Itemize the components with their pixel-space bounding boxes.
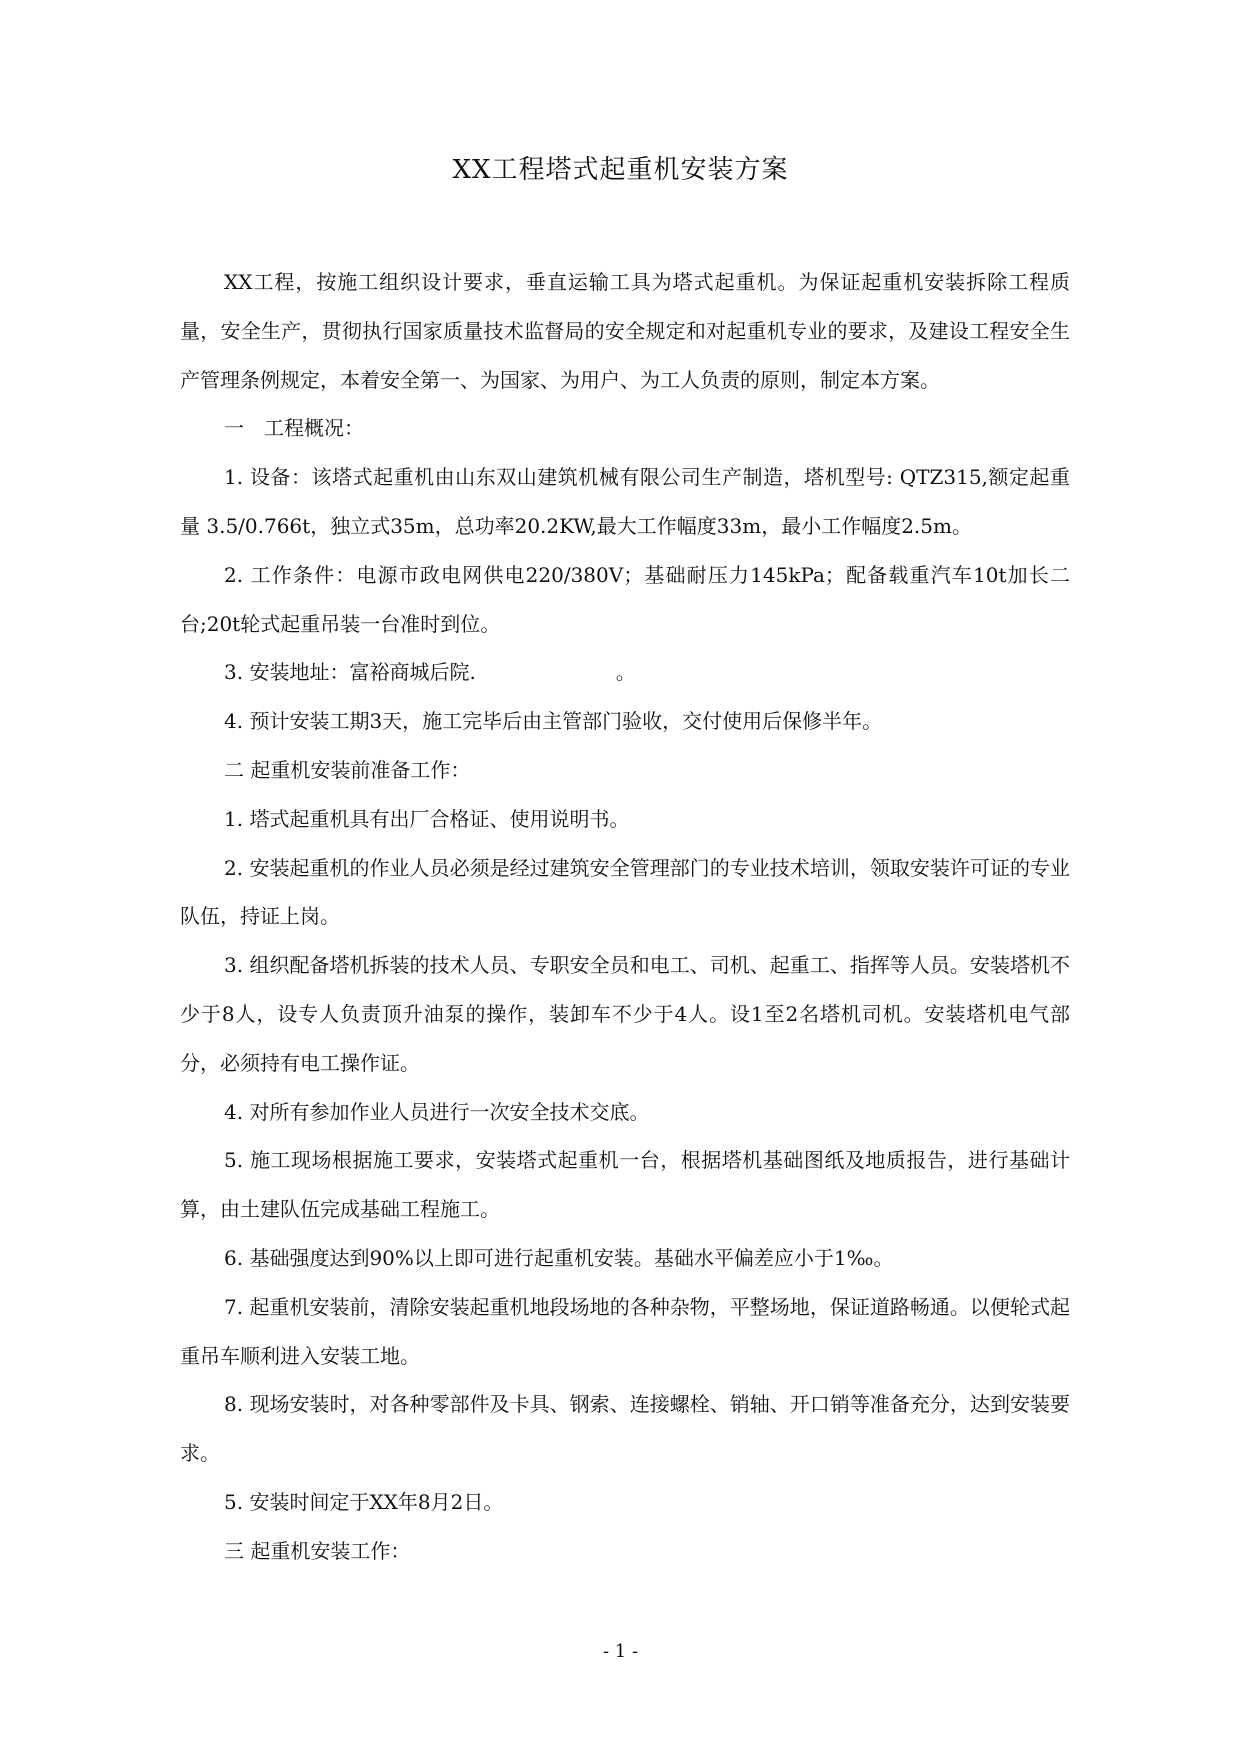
overview-item-conditions: 2. 工作条件：电源市政电网供电220/380V；基础耐压力145kPa；配备载重汽车10t加长二台;20t轮式起重吊装一台准时到位。 — [180, 562, 1070, 636]
page-number: - 1 - — [602, 1641, 639, 1662]
overview-item-equipment: 1. 设备：该塔式起重机由山东双山建筑机械有限公司生产制造，塔机型号: QTZ315,额定起重量 3.5/0.766t，独立式35m，总功率20.2KW,最大工作幅度33m，最小工作幅度2.5m。 — [180, 465, 1070, 538]
section-heading-installation: 三 起重机安装工作： — [224, 1538, 411, 1563]
overview-item-schedule: 4. 预计安装工期3天，施工完毕后由主管部门验收，交付使用后保修半年。 — [224, 709, 883, 734]
prep-item-foundation: 5. 施工现场根据施工要求，安装塔式起重机一台，根据塔机基础图纸及地质报告，进行基础计算，由土建队伍完成基础工程施工。 — [180, 1148, 1070, 1222]
prep-item-site-clearing: 7. 起重机安装前，清除安装起重机地段场地的各种杂物，平整场地，保证道路畅通。以便轮式起重吊车顺利进入安装工地。 — [180, 1294, 1070, 1368]
prep-item-safety-briefing: 4. 对所有参加作业人员进行一次安全技术交底。 — [224, 1099, 650, 1124]
prep-item-parts: 8. 现场安装时，对各种零部件及卡具、钢索、连接螺栓、销轴、开口销等准备充分，达到安装要求。 — [180, 1392, 1070, 1466]
document-body — [180, 258, 1070, 1576]
prep-item-staffing: 3. 组织配备塔机拆装的技术人员、专职安全员和电工、司机、起重工、指挥等人员。安装塔机不少于8人，设专人负责顶升油泵的操作，装卸车不少于4人。设1至2名塔机司机。安装塔机电气部分，必须持有电工操作证。 — [180, 953, 1070, 1075]
prep-item-foundation-strength: 6. 基础强度达到90%以上即可进行起重机安装。基础水平偏差应小于1‰。 — [224, 1245, 894, 1270]
prep-item-personnel-training: 2. 安装起重机的作业人员必须是经过建筑安全管理部门的专业技术培训，领取安装许可证的专业队伍，持证上岗。 — [180, 855, 1070, 929]
section-heading-overview: 一 工程概况： — [224, 416, 364, 441]
document-title: XX工程塔式起重机安装方案 — [452, 155, 789, 185]
section-heading-preparation: 二 起重机安装前准备工作： — [224, 757, 471, 782]
intro-paragraph: XX工程，按施工组织设计要求，垂直运输工具为塔式起重机。为保证起重机安装拆除工程质量，安全生产，贯彻执行国家质量技术监督局的安全规定和对起重机专业的要求，及建设工程安全生产管理条例规定，本着安全第一、为国家、为用户、为工人负责的原则，制定本方案。 — [180, 270, 1070, 392]
prep-item-certificate: 1. 塔式起重机具有出厂合格证、使用说明书。 — [224, 806, 630, 831]
prep-item-install-date: 5. 安装时间定于XX年8月2日。 — [224, 1489, 504, 1514]
overview-item-address: 3. 安装地址：富裕商城后院. 。 — [224, 660, 636, 685]
